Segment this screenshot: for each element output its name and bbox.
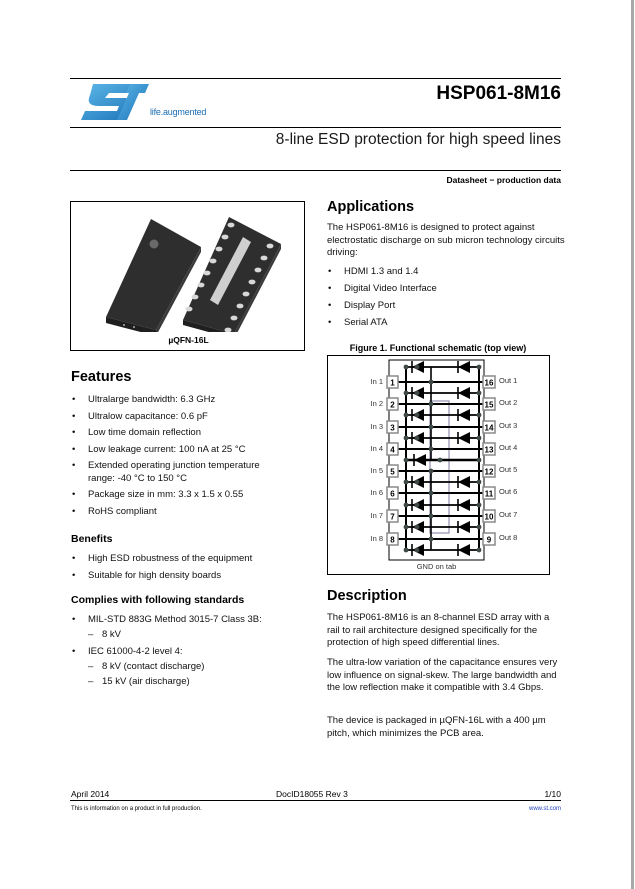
document-subtitle: 8-line ESD protection for high speed lines: [275, 131, 561, 148]
header-rule-top: [70, 78, 561, 79]
pin-number: 3: [390, 423, 395, 433]
footer-website-link[interactable]: www.st.com: [528, 806, 561, 812]
input-pin-label: In 1: [370, 377, 383, 386]
output-pin-label: Out 2: [499, 398, 518, 407]
header-rule-bottom: [70, 170, 561, 171]
junction-node: [477, 525, 482, 530]
junction-node: [477, 480, 482, 485]
footer-rule: [70, 800, 561, 801]
pin-number: 10: [484, 512, 494, 522]
junction-node: [429, 514, 434, 519]
junction-node: [404, 365, 409, 370]
benefit-item: • Suitable for high density boards: [72, 570, 222, 581]
pin-number: 15: [484, 400, 494, 410]
gnd-on-tab-label: GND on tab: [416, 562, 457, 571]
junction-node: [429, 425, 434, 430]
junction-node: [415, 480, 420, 485]
standard-subitem: – 8 kV: [88, 629, 122, 640]
input-pin-label: In 5: [370, 466, 383, 475]
junction-node: [415, 391, 420, 396]
output-pin-label: Out 7: [499, 510, 518, 519]
footer-doc-id: DocID18055 Rev 3: [276, 789, 348, 799]
logo-tagline: life.augmented: [150, 107, 207, 117]
ground-tab: [430, 401, 449, 533]
diode-icon: [458, 387, 470, 399]
feature-item: • Package size in mm: 3.3 x 1.5 x 0.55: [72, 489, 244, 500]
standards-heading: Complies with following standards: [71, 594, 245, 606]
junction-node: [404, 525, 409, 530]
diode-icon: [458, 361, 470, 373]
junction-node: [429, 537, 434, 542]
standards-list: [72, 614, 312, 688]
junction-node: [404, 480, 409, 485]
input-pin-label: In 7: [370, 511, 383, 520]
pin-number: 9: [486, 535, 492, 545]
application-item: • HDMI 1.3 and 1.4: [328, 266, 419, 277]
output-pin-label: Out 8: [499, 533, 518, 542]
pin1-marker-icon: [150, 240, 159, 249]
feature-item: • RoHS compliant: [72, 505, 157, 517]
output-pin-label: Out 3: [499, 421, 518, 430]
diode-icon: [458, 476, 470, 488]
diode-icon: [458, 521, 470, 533]
application-item: • Serial ATA: [328, 317, 388, 328]
footer-date: April 2014: [71, 789, 110, 799]
output-pin-label: Out 1: [499, 376, 518, 385]
footer-page-number: 1/10: [544, 789, 561, 799]
junction-node: [429, 447, 434, 452]
junction-node: [415, 365, 420, 370]
input-pin-label: In 8: [370, 534, 383, 543]
features-heading: Features: [71, 369, 132, 385]
header-rule-middle: [70, 127, 561, 128]
figure-title: Figure 1. Functional schematic (top view): [349, 343, 527, 353]
junction-node: [415, 548, 420, 553]
application-item: • Digital Video Interface: [328, 283, 437, 294]
diode-icon: [458, 499, 470, 511]
junction-node: [404, 436, 409, 441]
junction-node: [477, 436, 482, 441]
package-caption: µQFN-16L: [168, 335, 209, 345]
description-heading: Description: [327, 588, 407, 604]
description-paragraph-2: The ultra-low variation of the capacitance ensures very low influence on signal-skew. The large bandwidth and the low reflection make it compatible with 3.4 Gbps.: [327, 657, 558, 693]
feature-item: • Low time domain reflection: [72, 427, 201, 438]
pin-number: 16: [484, 378, 494, 388]
applications-intro: The HSP061-8M16 is designed to protect against electrostatic discharge on sub micron technology circuits driving:: [327, 222, 565, 258]
junction-node: [477, 413, 482, 418]
junction-node: [477, 548, 482, 553]
junction-node: [477, 391, 482, 396]
junction-node: [404, 503, 409, 508]
junction-node: [404, 391, 409, 396]
schematic-figure: [327, 355, 550, 575]
pin-number: 5: [390, 467, 395, 477]
standard-subitem: – 15 kV (air discharge): [88, 675, 190, 687]
pin-number: 13: [484, 445, 494, 455]
pin-number: 4: [390, 445, 395, 455]
junction-node: [429, 491, 434, 496]
input-pin-label: In 3: [370, 422, 383, 431]
output-pin-label: Out 6: [499, 487, 518, 496]
benefit-item: • High ESD robustness of the equipment: [72, 553, 253, 564]
feature-item: • Ultralarge bandwidth: 6.3 GHz: [72, 394, 216, 405]
footer-production-note: This is information on a product in full production.: [71, 806, 202, 812]
pin-number: 2: [390, 400, 395, 410]
junction-node: [415, 525, 420, 530]
junction-node: [477, 365, 482, 370]
benefits-list: [72, 553, 312, 583]
features-list: [72, 394, 312, 518]
junction-node: [477, 458, 482, 463]
pin-number: 14: [484, 423, 494, 433]
diode-icon: [458, 544, 470, 556]
datasheet-status: Datasheet − production data: [446, 175, 561, 185]
input-pin-label: In 2: [370, 399, 383, 408]
diode-icon: [414, 454, 426, 466]
feature-item: • Extended operating junction temperature range: -40 °C to 150 °C: [72, 460, 260, 484]
output-pin-label: Out 5: [499, 465, 518, 474]
diode-icon: [458, 409, 470, 421]
benefits-heading: Benefits: [71, 533, 113, 545]
pin-number: 6: [390, 489, 395, 499]
junction-node: [415, 436, 420, 441]
description-paragraph-3: The device is packaged in µQFN-16L with a 400 µm pitch, which minimizes the PCB area.: [327, 715, 546, 739]
junction-node: [404, 458, 409, 463]
standard-item: • IEC 61000-4-2 level 4:: [72, 645, 183, 657]
input-pin-label: In 6: [370, 488, 383, 497]
junction-node: [429, 380, 434, 385]
junction-node: [477, 503, 482, 508]
pin-number: 1: [390, 378, 395, 388]
description-paragraph-1: The HSP061-8M16 is an 8-channel ESD array with a rail to rail architecture designed specifically for the protection of high speed differential lines.: [327, 612, 550, 648]
package-illustration: [71, 202, 304, 332]
input-pin-label: In 4: [370, 444, 383, 453]
feature-item: • Low leakage current: 100 nA at 25 °C: [72, 443, 246, 455]
gnd-node: [438, 458, 443, 463]
junction-node: [415, 503, 420, 508]
junction-node: [415, 413, 420, 418]
junction-node: [429, 469, 434, 474]
page-edge-scrollbar[interactable]: [631, 0, 634, 889]
standard-item: • MIL-STD 883G Method 3015-7 Class 3B:: [72, 614, 262, 625]
junction-node: [429, 402, 434, 407]
output-pin-label: Out 4: [499, 443, 518, 452]
standard-subitem: – 8 kV (contact discharge): [88, 660, 205, 672]
junction-node: [404, 413, 409, 418]
diode-icon: [458, 432, 470, 444]
pin-number: 8: [390, 535, 395, 545]
application-item: • Display Port: [328, 300, 396, 311]
applications-heading: Applications: [327, 199, 415, 215]
applications-list: [328, 266, 558, 330]
pin-number: 7: [390, 512, 395, 522]
package-image-box: [70, 201, 305, 351]
junction-node: [404, 548, 409, 553]
pin-number: 12: [484, 467, 494, 477]
part-number-title: HSP061-8M16: [436, 83, 561, 104]
pin-number: 11: [484, 489, 494, 499]
feature-item: • Ultralow capacitance: 0.6 pF: [72, 410, 208, 422]
